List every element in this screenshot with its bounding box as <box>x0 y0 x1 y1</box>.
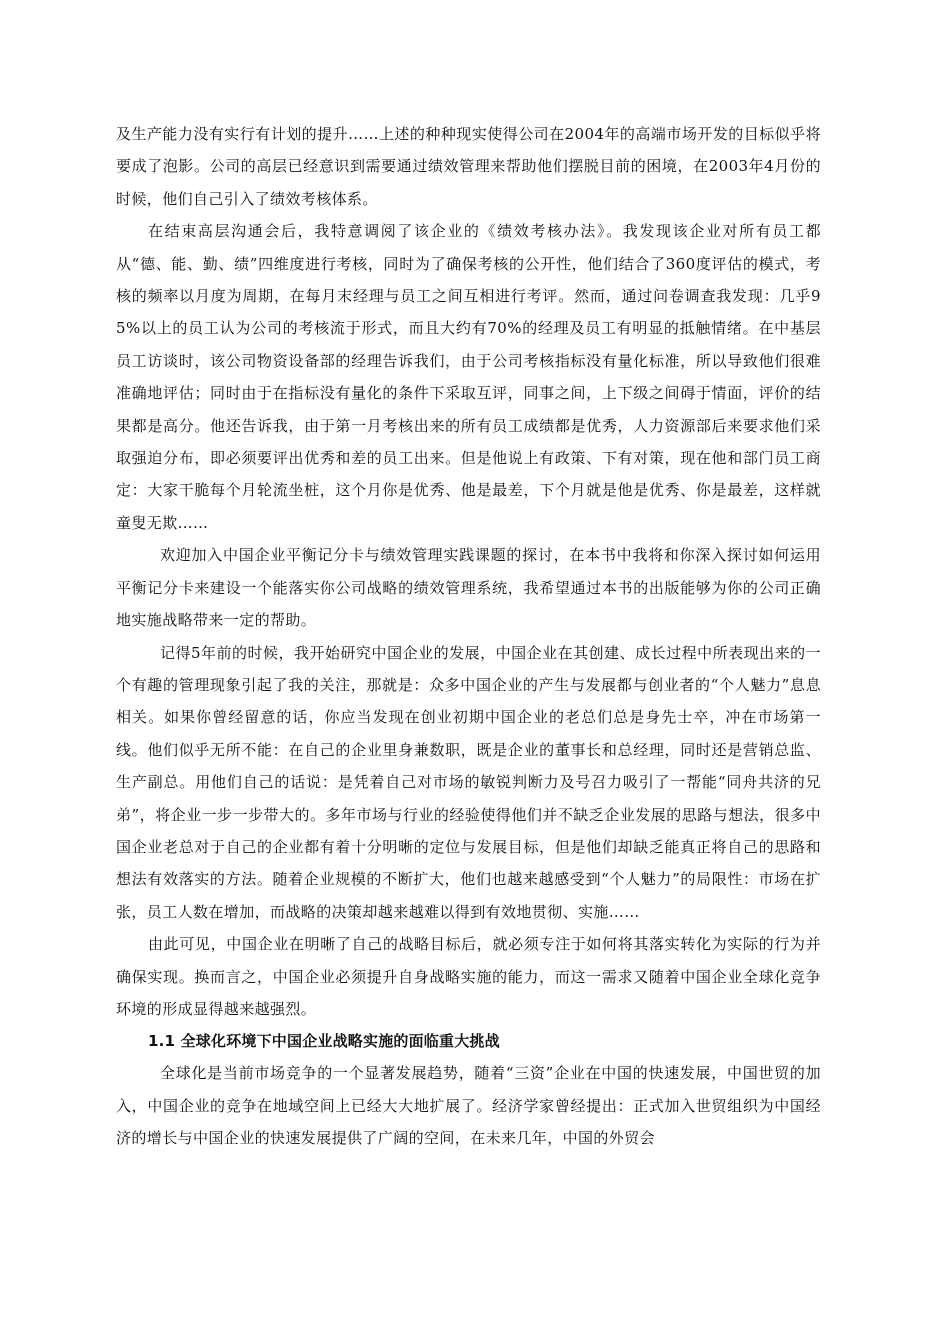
paragraph-appraisal-review: 在结束高层沟通会后，我特意调阅了该企业的《绩效考核办法》。我发现该企业对所有员工都从“德、能、勤、绩”四维度进行考核，同时为了确保考核的公开性，他们结合了360度评估的模式，考核的频率以月度为周期，在每月末经理与员工之间互相进行考评。然而，通过问卷调查我发现：几乎95%以上的员工认为公司的考核流于形式，而且大约有70%的经理及员工有明显的抵触情绪。在中基层员工访谈时，该公司物资设备部的经理告诉我们，由于公司考核指标没有量化标准，所以导致他们很难准确地评估；同时由于在指标没有量化的条件下采取互评，同事之间，上下级之间碍于情面，评价的结果都是高分。他还告诉我，由于第一月考核出来的所有员工成绩都是优秀，人力资源部后来要求他们采取强迫分布，即必须要评出优秀和差的员工出来。但是他说上有政策、下有对策，现在他和部门员工商定：大家干脆每个月轮流坐桩，这个月你是优秀、他是最差，下个月就是他是优秀、你是最差，这样就童叟无欺…… <box>116 222 821 532</box>
paragraph-five-years-ago: 记得5年前的时候，我开始研究中国企业的发展，中国企业在其创建、成长过程中所表现出来的一个有趣的管理现象引起了我的关注，那就是：众多中国企业的产生与发展都与创业者的“个人魅力”息息相关。如果你曾经留意的话，你应当发现在创业初期中国企业的老总们总是身先士卒，冲在市场第一线。他们似乎无所不能：在自己的企业里身兼数职，既是企业的董事长和总经理，同时还是营销总监、生产副总。用他们自己的话说：是凭着自己对市场的敏锐判断力及号召力吸引了一帮能“同舟共济的兄弟”，将企业一步一步带大的。多年市场与行业的经验使得他们并不缺乏企业发展的思路与想法，很多中国企业老总对于自己的企业都有着十分明晰的定位与发展目标，但是他们却缺乏能真正将自己的思路和想法有效落实的方法。随着企业规模的不断扩大，他们也越来越感受到“个人魅力”的局限性：市场在扩张，员工人数在增加，而战略的决策却越来越难以得到有效地贯彻、实施…… <box>116 643 821 921</box>
paragraph-globalization: 全球化是当前市场竞争的一个显著发展趋势，随着“三资”企业在中国的快速发展，中国世贸的加入，中国企业的竞争在地域空间上已经大大地扩展了。经济学家曾经提出：正式加入世贸组织为中国经济的增长与中国企业的快速发展提供了广阔的空间，在未来几年，中国的外贸会 <box>116 1064 821 1148</box>
paragraph-continuation: 及生产能力没有实行有计划的提升……上述的种种现实使得公司在2004年的高端市场开发的目标似乎将要成了泡影。公司的高层已经意识到需要通过绩效管理来帮助他们摆脱目前的困境，在2003年4月份的时候，他们自己引入了绩效考核体系。 <box>116 125 821 208</box>
paragraph-conclusion: 由此可见，中国企业在明晰了自己的战略目标后，就必须专注于如何将其落实转化为实际的行为并确保实现。换而言之，中国企业必须提升自身战略实施的能力，而这一需求又随着中国企业全球化竞争环境的形成显得越来越强烈。 <box>116 935 821 1018</box>
section-heading: 1.1 全球化环境下中国企业战略实施的面临重大挑战 <box>148 1032 500 1051</box>
paragraph-welcome: 欢迎加入中国企业平衡记分卡与绩效管理实践课题的探讨，在本书中我将和你深入探讨如何运用平衡记分卡来建设一个能落实你公司战略的绩效管理系统，我希望通过本书的出版能够为你的公司正确地实施战略带来一定的帮助。 <box>116 546 821 630</box>
document-body <box>116 118 821 1155</box>
